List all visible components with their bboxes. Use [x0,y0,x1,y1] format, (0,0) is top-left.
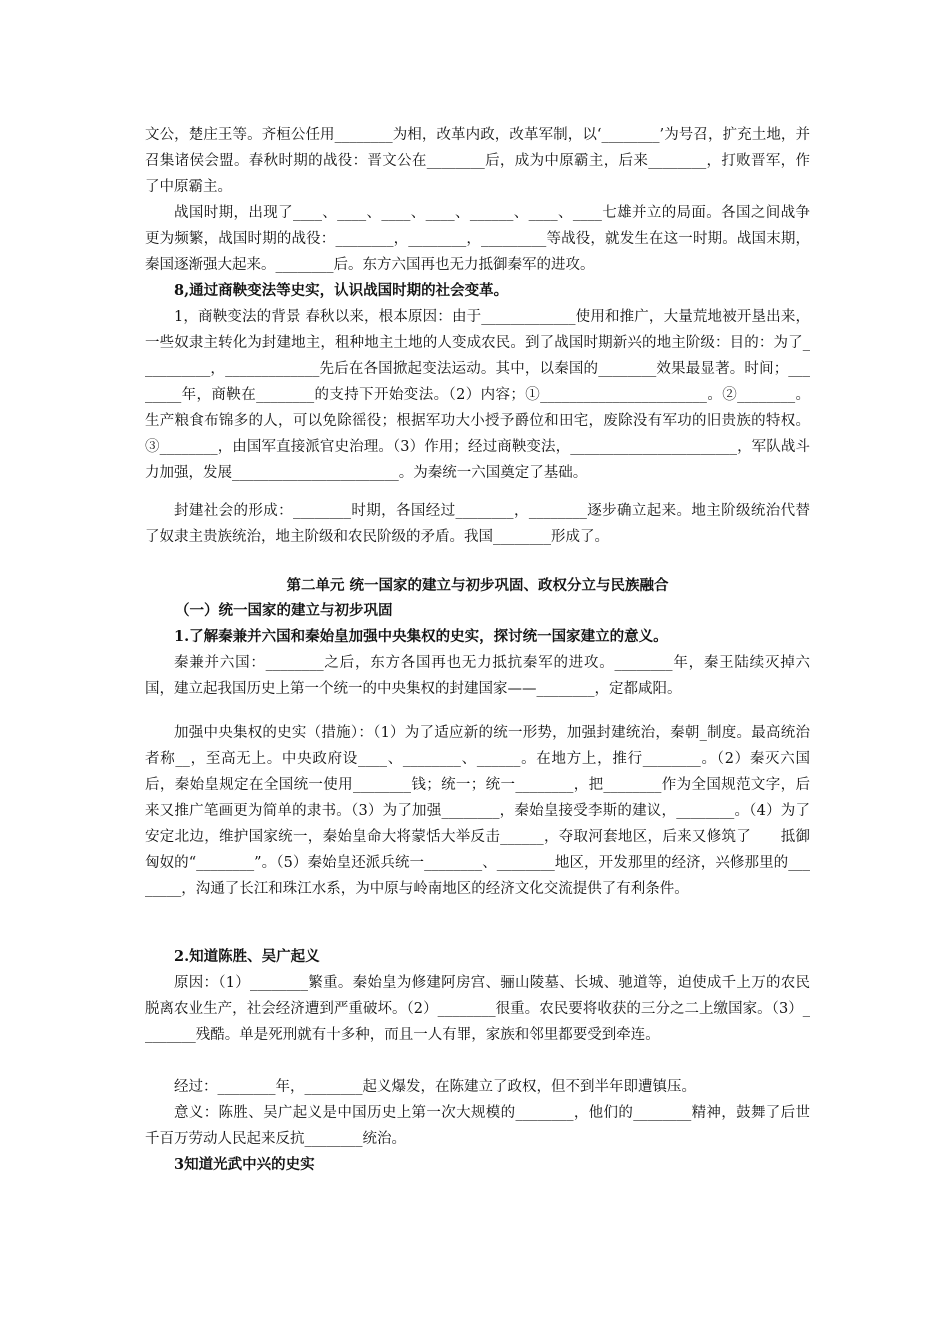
paragraph-centralization-measures: 加强中央集权的史实（措施）：（1）为了适应新的统一形势，加强封建统治，秦朝_制度。最高统治者称__，至高无上。中央政府设____、________、______。在地方上，推行________。（2）秦灭六国后，秦始皇规定在全国统一使用________钱；统一；统一________，把________作为全国规范文字，后来又推广笔画更为简单的隶书。（3）为了加强________，秦始皇接受李斯的建议，________。（4）为了安定北边，维护国家统一，秦始皇命大将蒙恬大举反击______，夺取河套地区，后来又修筑了 抵御匈奴的“________”。（5）秦始皇还派兵统一________、________地区，开发那里的经济，兴修那里的________，沟通了长江和珠江水系，为中原与岭南地区的经济文化交流提供了有利条件。 [145,725,810,897]
heading-guangwu-restoration: 3知道光武中兴的史实 [174,1156,315,1173]
heading-chen-sheng-wu-guang: 2.知道陈胜、吴广起义 [174,948,320,965]
paragraph-uprising-significance: 意义：陈胜、吴广起义是中国历史上第一次大规模的________，他们的________精神，鼓舞了后世千百万劳动人民起来反抗________统治。 [145,1105,810,1147]
heading-shang-yang-reform: 8,通过商鞅变法等史实，认识战国时期的社会变革。 [174,282,509,299]
paragraph-uprising-causes: 原因：（1）________繁重。秦始皇为修建阿房宫、骊山陵墓、长城、驰道等，迫使成千上万的农民脱离农业生产，社会经济遭到严重破坏。（2）________很重。农民要将收获的三分之二上缴国家。（3）________残酷。单是死刑就有十多种，而且一人有罪，家族和邻里都要受到牵连。 [145,975,810,1043]
paragraph-warring-states: 战国时期，出现了____、____、____、____、______、____、____七雄并立的局面。各国之间战争更为频繁，战国时期的战役：________，________，_________等战役，就发生在这一时期。战国末期，秦国逐渐强大起来。________后。东方六国再也无力抵御秦军的进攻。 [145,205,810,273]
paragraph-feudal-society: 封建社会的形成：________时期，各国经过________，________逐步确立起来。地主阶级统治代替了奴隶主贵族统治，地主阶级和农民阶级的矛盾。我国________形成了。 [145,503,810,545]
paragraph-spring-autumn-hegemons: 文公，楚庄王等。齐桓公任用________为相，改革内政，改革军制，以‘________’为号召，扩充土地，并召集诸侯会盟。春秋时期的战役：晋文公在________后，成为中原霸主，后来________，打败晋军，作了中原霸主。 [145,127,810,195]
paragraph-uprising-course: 经过：________年，________起义爆发，在陈建立了政权，但不到半年即遭镇压。 [174,1079,696,1095]
unit-title: 第二单元 统一国家的建立与初步巩固、政权分立与民族融合 [286,577,669,594]
heading-qin-unification: 1.了解秦兼并六国和秦始皇加强中央集权的史实，探讨统一国家建立的意义。 [174,628,668,645]
paragraph-qin-annexation: 秦兼并六国：________之后，东方各国再也无力抵抗秦军的进攻。________年，秦王陆续灭掉六国，建立起我国历史上第一个统一的中央集权的封建国家——________，定都咸阳。 [145,655,810,697]
paragraph-shang-yang-reform: 1，商鞅变法的背景 春秋以来，根本原因：由于_____________使用和推广，大量荒地被开垦出来，一些奴隶主转化为封建地主，租种地主土地的人变成农民。到了战国时期新兴的地主阶级：目的：为了__________，_____________先后在各国掀起变法运动。其中，以秦国的________效果最显著。时间；________年，商鞅在________的支持下开始变法。（2）内容；①_______________________。②________。生产粮食布锦多的人，可以免除徭役；根据军功大小授予爵位和田宅，废除没有军功的旧贵族的特权。③________，由国军直接派官史治理。（3）作用；经过商鞅变法，_______________________，军队战斗力加强，发展_______________________。为秦统一六国奠定了基础。 [145,309,810,481]
section-title: （一）统一国家的建立与初步巩固 [175,602,393,619]
